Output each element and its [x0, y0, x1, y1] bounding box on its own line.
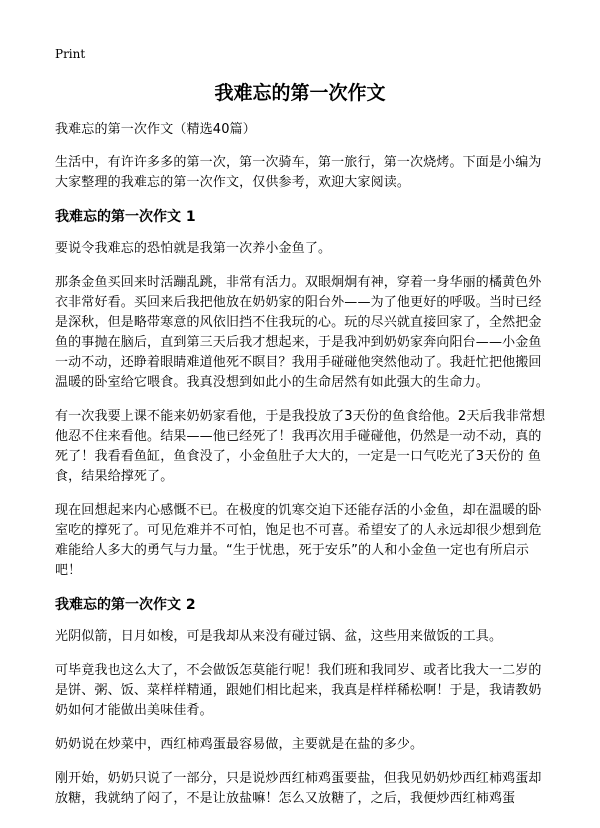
- section-2-paragraph: 可毕竟我也这么大了，不会做饭怎莫能行呢！我们班和我同岁、或者比我大一二岁的是饼、粥、饭、菜样样精通，跟她们相比起来，我真是样样稀松啊！于是，我请教奶奶如何才能做出美味佳肴。: [55, 663, 542, 718]
- section-heading-1: 我难忘的第一次作文 1: [55, 209, 196, 225]
- section-2-paragraph: 奶奶说在炒菜中，西红柿鸡蛋最容易做，主要就是在盐的多少。: [55, 737, 424, 752]
- section-1-paragraph: 有一次我要上课不能来奶奶家看他，于是我投放了3天份的鱼食给他。2天后我非常想他忍不住来看他。结果——他已经死了！我再次用手碰碰他，仍然是一动不动，真的死了！我看看鱼缸，鱼食没了，小金鱼肚子大大的，一定是一口气吃光了3天份的 鱼食，结果给撑死了。: [55, 409, 546, 484]
- intro-paragraph: 生活中，有许许多多的第一次，第一次骑车，第一旅行，第一次烧烤。下面是小编为大家整理的我难忘的第一次作文，仅供参考，欢迎大家阅读。: [55, 155, 542, 190]
- section-2-paragraph: 刚开始，奶奶只说了一部分，只是说炒西红柿鸡蛋要盐，但我见奶奶炒西红柿鸡蛋却放糖，我就纳了闷了，不是让放盐嘛！怎么又放糖了，之后，我便炒西红柿鸡蛋: [55, 771, 542, 806]
- article-body: [55, 120, 552, 823]
- section-1-paragraph: 那条金鱼买回来时活蹦乱跳，非常有活力。双眼炯炯有神，穿着一身华丽的橘黄色外衣非常好看。买回来后我把他放在奶奶家的阳台外——为了他更好的呼吸。当时已经是深秋，但是略带寒意的风依旧挡不住我玩的心。玩的尽兴就直接回家了，全然把金鱼的事抛在脑后，直到第三天后我才想起来，于是我冲到奶奶家奔向阳台——小金鱼一动不动，还睁着眼睛难道他死不瞑目？我用手碰碰他突然他动了。我赶忙把他搬回温暖的卧室给它喂食。我真没想到如此小的生命居然有如此强大的生命力。: [55, 275, 542, 390]
- page-title: 我难忘的第一次作文: [214, 82, 386, 104]
- section-heading-2: 我难忘的第一次作文 2: [55, 597, 196, 613]
- section-1-paragraph: 要说令我难忘的恐怕就是我第一次养小金鱼了。: [55, 241, 332, 256]
- print-link[interactable]: Print: [55, 47, 86, 61]
- section-2-paragraph: 光阴似箭，日月如梭，可是我却从来没有碰过锅、盆，这些用来做饭的工具。: [55, 629, 503, 644]
- article-subtitle: 我难忘的第一次作文（精选40篇）: [55, 122, 256, 137]
- section-1-paragraph: 现在回想起来内心感慨不已。在极度的饥寒交迫下还能存活的小金鱼，却在温暖的卧室吃的撑死了。可见危难并不可怕，饱足也不可喜。希望安了的人永远却很少想到危难能给人多大的勇气与力量。“生于忧患，死于安乐”的人和小金鱼一定也有所启示吧！: [55, 503, 542, 578]
